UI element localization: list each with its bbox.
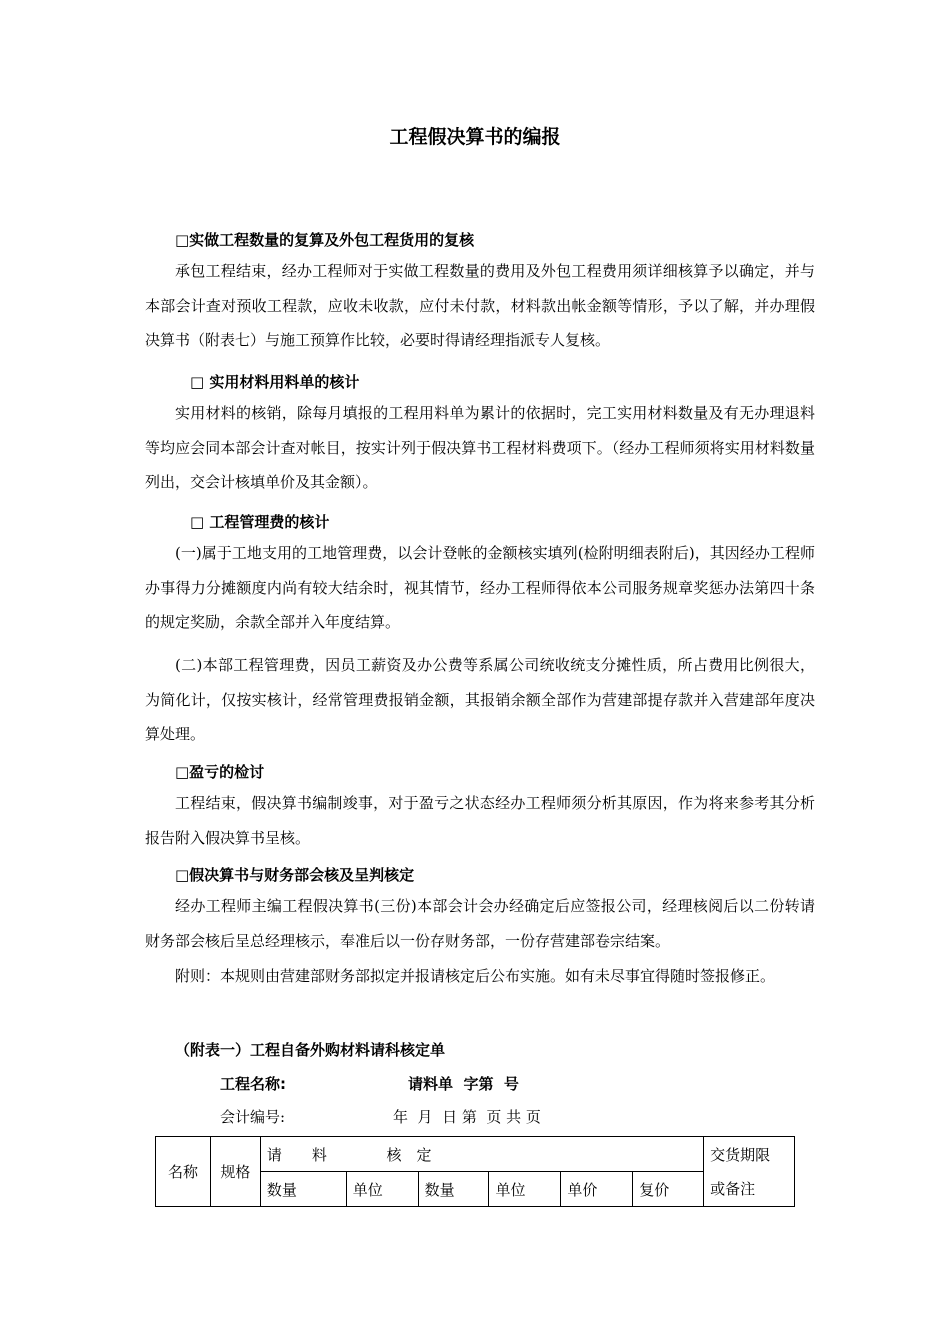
paragraph: 工程结束，假决算书编制竣事，对于盈亏之状态经办工程师须分析其原因，作为将来参考其分析报告附入假决算书呈核。 [145,794,815,847]
table-header-row [156,1137,795,1172]
header-spec: 规格 [210,1137,260,1207]
requisition-table [155,1136,795,1207]
subheader-cell: 单价 [561,1172,633,1207]
account-number-label: 会计编号: [220,1108,286,1126]
paragraph: 附则：本规则由营建部财务部拟定并报请核定后公布实施。如有未尽事宜得随时签报修正。 [175,967,776,985]
subheader-cell: 单位 [489,1172,561,1207]
header-verify: 核 定 [386,1145,432,1164]
paragraph: 经办工程师主编工程假决算书(三份)本部会计会办经确定后应签报公司，经理核阅后以二份转请财务部会核后呈总经理核示，奉准后以一份存财务部，一份存营建部卷宗结案。 [145,897,815,950]
subheader-cell: 单位 [346,1172,418,1207]
subheader-cell: 复价 [633,1172,704,1207]
paragraph: 实用材料的核销，除每月填报的工程用料单为累计的依据时，完工实用材料数量及有无办理退料等均应会同本部会计查对帐目，按实计列于假决算书工程材料费项下。（经办工程师须将实用材料数量列出，交会计核填单价及其金额）。 [145,404,815,491]
requisition-number-label: 请料单 字第 号 [408,1075,519,1093]
date-page-label: 年 月 日 第 页 共 页 [393,1108,541,1126]
header-request-verify [260,1137,703,1172]
section-heading: □假决算书与财务部会核及呈判核定 [175,866,415,884]
page-title: 工程假决算书的编报 [389,126,561,148]
header-request: 请 料 [266,1145,327,1164]
section-heading: □ 工程管理费的核计 [190,513,330,531]
paragraph: (一)属于工地支用的工地管理费，以会计登帐的金额核实填列(检附明细表附后)，其因经办工程师办事得力分摊额度内尚有较大结余时，视其情节，经办工程师得依本公司服务规章奖惩办法第四十条的规定奖励，余款全部并入年度结算。 [145,544,815,631]
header-name: 名称 [156,1137,211,1207]
subheader-cell: 数量 [260,1172,346,1207]
header-remarks: 或备注 [704,1172,795,1207]
project-name-label: 工程名称: [220,1075,286,1093]
subheader-cell: 数量 [418,1172,489,1207]
section-heading: □ 实用材料用料单的核计 [190,373,360,391]
section-heading: □盈亏的检讨 [175,763,265,781]
appendix-title: （附表一）工程自备外购材料请科核定单 [175,1041,446,1059]
section-heading: □实做工程数量的复算及外包工程货用的复核 [175,231,475,249]
paragraph: 承包工程结束，经办工程师对于实做工程数量的费用及外包工程费用须详细核算予以确定，并与本部会计查对预收工程款，应收未收款，应付未付款，材料款出帐金额等情形，予以了解，并办理假决算书（附表七）与施工预算作比较，必要时得请经理指派专人复核。 [145,262,815,349]
paragraph: (二)本部工程管理费，因员工薪资及办公费等系属公司统收统支分摊性质，所占费用比例很大，为简化计，仅按实核计，经常管理费报销金额，其报销余额全部作为营建部提存款并入营建部年度决算处理。 [145,656,815,743]
header-delivery: 交货期限 [704,1137,795,1172]
